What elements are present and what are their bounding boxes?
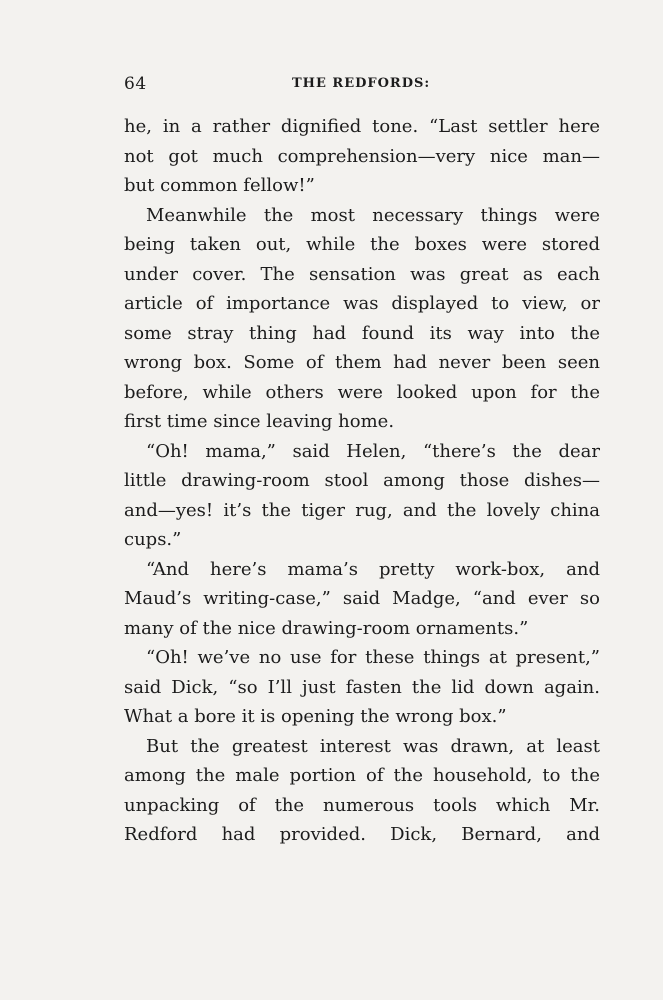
paragraph <box>124 437 600 555</box>
paragraph <box>124 112 600 201</box>
text-line: among the male portion of the household, to the <box>124 765 600 786</box>
text-line: under cover. The sensation was great as each <box>124 263 600 285</box>
text-line: said Dick, “so I’ll just fasten the lid down again. <box>124 676 600 698</box>
text-line: But the greatest interest was drawn, at least <box>146 735 600 757</box>
paragraph <box>124 643 600 732</box>
running-title: THE REDFORDS: <box>292 76 431 91</box>
paragraph <box>124 201 600 437</box>
text-line: and—yes! it’s the tiger rug, and the lovely china <box>124 499 600 521</box>
text-line: “And here’s mama’s pretty work-box, and <box>146 558 600 580</box>
paragraph <box>124 732 600 850</box>
text-line: first time since leaving home. <box>124 411 395 432</box>
text-line: What a bore it is opening the wrong box.” <box>124 706 507 727</box>
text-line: cups.” <box>124 529 182 550</box>
body-text <box>124 112 600 850</box>
text-line: but common fellow!” <box>124 175 315 196</box>
text-line: he, in a rather dignified tone. “Last settler here <box>124 116 600 137</box>
text-line: wrong box. Some of them had never been seen <box>124 352 600 373</box>
text-line: article of importance was displayed to view, or <box>124 293 600 314</box>
text-line: unpacking of the numerous tools which Mr. <box>124 794 600 816</box>
text-line: many of the nice drawing-room ornaments.” <box>124 617 529 639</box>
text-line: Meanwhile the most necessary things were <box>146 204 600 226</box>
text-line: before, while others were looked upon for the <box>124 381 600 403</box>
text-line: some stray thing had found its way into the <box>124 322 600 344</box>
page-header <box>124 74 600 98</box>
text-line: “Oh! we’ve no use for these things at present,” <box>146 647 600 668</box>
text-line: Maud’s writing-case,” said Madge, “and ever so <box>124 588 600 609</box>
page-number: 64 <box>124 74 147 94</box>
text-line: little drawing-room stool among those dishes— <box>124 470 600 491</box>
text-line: not got much comprehension—very nice man— <box>124 145 600 167</box>
text-line: being taken out, while the boxes were stored <box>124 234 600 255</box>
text-line: “Oh! mama,” said Helen, “there’s the dear <box>146 440 600 462</box>
paragraph <box>124 555 600 644</box>
text-line: Redford had provided. Dick, Bernard, and <box>124 824 600 845</box>
